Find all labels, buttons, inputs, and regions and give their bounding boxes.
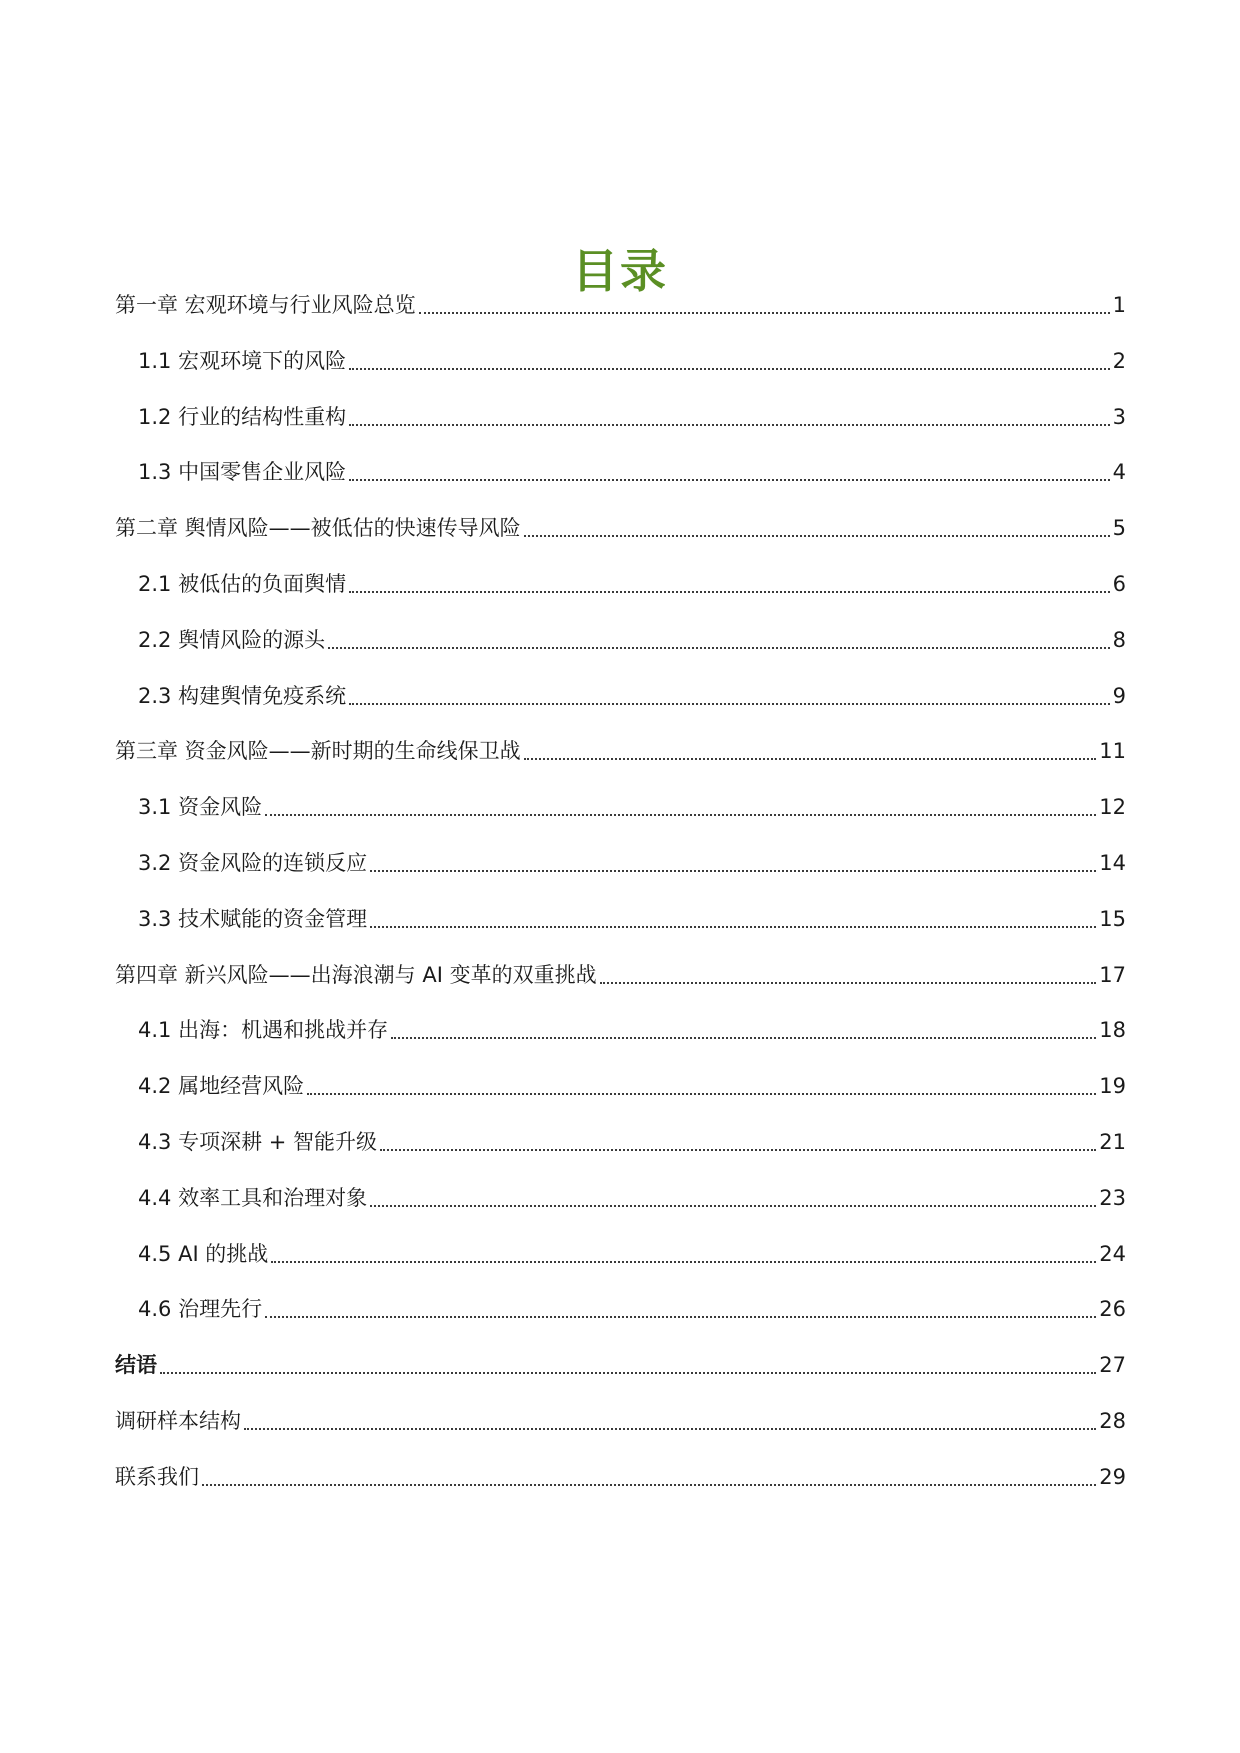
toc-entry-label: 2.3 构建舆情免疫系统 bbox=[138, 683, 347, 708]
dot-leader bbox=[370, 848, 1096, 872]
dot-leader bbox=[349, 457, 1110, 481]
dot-leader bbox=[265, 1294, 1096, 1318]
toc-entry[interactable] bbox=[115, 457, 1126, 513]
toc-entry-page: 3 bbox=[1112, 404, 1126, 429]
toc-entry-page: 14 bbox=[1099, 850, 1126, 875]
toc-entry-label: 4.4 效率工具和治理对象 bbox=[138, 1185, 368, 1210]
dot-leader bbox=[524, 513, 1110, 537]
toc-entry[interactable] bbox=[115, 792, 1126, 848]
toc-entry-page: 8 bbox=[1112, 627, 1126, 652]
dot-leader bbox=[600, 960, 1097, 984]
toc-entry[interactable] bbox=[115, 346, 1126, 402]
toc-entry-page: 1 bbox=[1112, 293, 1126, 317]
toc-entry-page: 23 bbox=[1099, 1185, 1126, 1210]
dot-leader bbox=[349, 681, 1110, 705]
dot-leader bbox=[370, 1183, 1096, 1207]
toc-entry[interactable] bbox=[115, 625, 1126, 681]
dot-leader bbox=[160, 1350, 1096, 1374]
toc-entry-page: 21 bbox=[1099, 1129, 1126, 1154]
toc-entry-page: 5 bbox=[1112, 516, 1126, 541]
dot-leader bbox=[202, 1462, 1096, 1486]
toc-entry-label: 1.2 行业的结构性重构 bbox=[138, 404, 347, 429]
toc-entry[interactable] bbox=[115, 1071, 1126, 1127]
toc-entry-page: 15 bbox=[1099, 906, 1126, 931]
dot-leader bbox=[349, 569, 1110, 593]
toc-entry-label: 2.2 舆情风险的源头 bbox=[138, 627, 326, 652]
toc-entry-page: 18 bbox=[1099, 1018, 1126, 1043]
toc-entry[interactable] bbox=[115, 402, 1126, 458]
dot-leader bbox=[265, 792, 1096, 816]
toc-entry-label: 4.5 AI 的挑战 bbox=[138, 1241, 269, 1266]
dot-leader bbox=[370, 904, 1096, 928]
toc-entry[interactable] bbox=[115, 1239, 1126, 1295]
toc-entry-page: 24 bbox=[1099, 1241, 1126, 1266]
toc-entry-label: 1.1 宏观环境下的风险 bbox=[138, 348, 347, 373]
toc-entry[interactable] bbox=[115, 960, 1126, 1016]
toc-list bbox=[115, 290, 1126, 1518]
toc-entry-page: 26 bbox=[1099, 1297, 1126, 1322]
toc-entry-label: 1.3 中国零售企业风险 bbox=[138, 460, 347, 485]
dot-leader bbox=[349, 402, 1110, 426]
toc-entry[interactable] bbox=[115, 736, 1126, 792]
dot-leader bbox=[380, 1127, 1096, 1151]
toc-entry-page: 28 bbox=[1099, 1408, 1126, 1433]
toc-entry[interactable] bbox=[115, 1294, 1126, 1350]
toc-entry-label: 第四章 新兴风险——出海浪潮与 AI 变革的双重挑战 bbox=[115, 962, 597, 987]
toc-entry[interactable] bbox=[115, 1406, 1126, 1462]
toc-entry-label: 3.2 资金风险的连锁反应 bbox=[138, 850, 368, 875]
toc-entry-label: 4.1 出海：机遇和挑战并存 bbox=[138, 1018, 389, 1043]
toc-entry[interactable] bbox=[115, 681, 1126, 737]
dot-leader bbox=[419, 290, 1110, 314]
toc-entry[interactable] bbox=[115, 569, 1126, 625]
toc-entry[interactable] bbox=[115, 1350, 1126, 1406]
dot-leader bbox=[244, 1406, 1096, 1430]
toc-entry-label: 4.6 治理先行 bbox=[138, 1297, 263, 1322]
toc-entry[interactable] bbox=[115, 1127, 1126, 1183]
toc-entry[interactable] bbox=[115, 904, 1126, 960]
toc-entry-label: 2.1 被低估的负面舆情 bbox=[138, 571, 347, 596]
toc-entry-page: 19 bbox=[1099, 1074, 1126, 1099]
toc-entry-label: 调研样本结构 bbox=[115, 1408, 241, 1433]
toc-entry-label: 3.1 资金风险 bbox=[138, 795, 263, 820]
toc-entry[interactable] bbox=[115, 1462, 1126, 1518]
toc-entry-page: 2 bbox=[1112, 348, 1126, 373]
toc-entry-page: 9 bbox=[1112, 683, 1126, 708]
toc-entry-label: 3.3 技术赋能的资金管理 bbox=[138, 906, 368, 931]
toc-entry-page: 17 bbox=[1099, 962, 1126, 987]
toc-entry-page: 27 bbox=[1099, 1353, 1126, 1378]
toc-entry-label: 4.3 专项深耕 + 智能升级 bbox=[138, 1129, 378, 1154]
dot-leader bbox=[349, 346, 1110, 370]
toc-title: 目录 bbox=[572, 243, 668, 298]
toc-entry-label: 第一章 宏观环境与行业风险总览 bbox=[115, 293, 416, 317]
toc-entry-page: 6 bbox=[1112, 571, 1126, 596]
toc-entry-page: 12 bbox=[1099, 795, 1126, 820]
toc-entry-label: 第三章 资金风险——新时期的生命线保卫战 bbox=[115, 739, 521, 764]
toc-entry-label: 第二章 舆情风险——被低估的快速传导风险 bbox=[115, 516, 521, 541]
toc-entry[interactable] bbox=[115, 1183, 1126, 1239]
dot-leader bbox=[271, 1239, 1096, 1263]
toc-entry[interactable] bbox=[115, 513, 1126, 569]
toc-entry-page: 4 bbox=[1112, 460, 1126, 485]
dot-leader bbox=[328, 625, 1110, 649]
toc-entry[interactable] bbox=[115, 290, 1126, 346]
toc-entry-page: 11 bbox=[1099, 739, 1126, 764]
dot-leader bbox=[391, 1015, 1096, 1039]
toc-entry-label: 结语 bbox=[115, 1353, 157, 1378]
toc-entry[interactable] bbox=[115, 1015, 1126, 1071]
toc-entry-page: 29 bbox=[1099, 1464, 1126, 1489]
dot-leader bbox=[524, 736, 1097, 760]
dot-leader bbox=[307, 1071, 1096, 1095]
toc-entry-label: 联系我们 bbox=[115, 1464, 199, 1489]
toc-entry[interactable] bbox=[115, 848, 1126, 904]
toc-entry-label: 4.2 属地经营风险 bbox=[138, 1074, 305, 1099]
